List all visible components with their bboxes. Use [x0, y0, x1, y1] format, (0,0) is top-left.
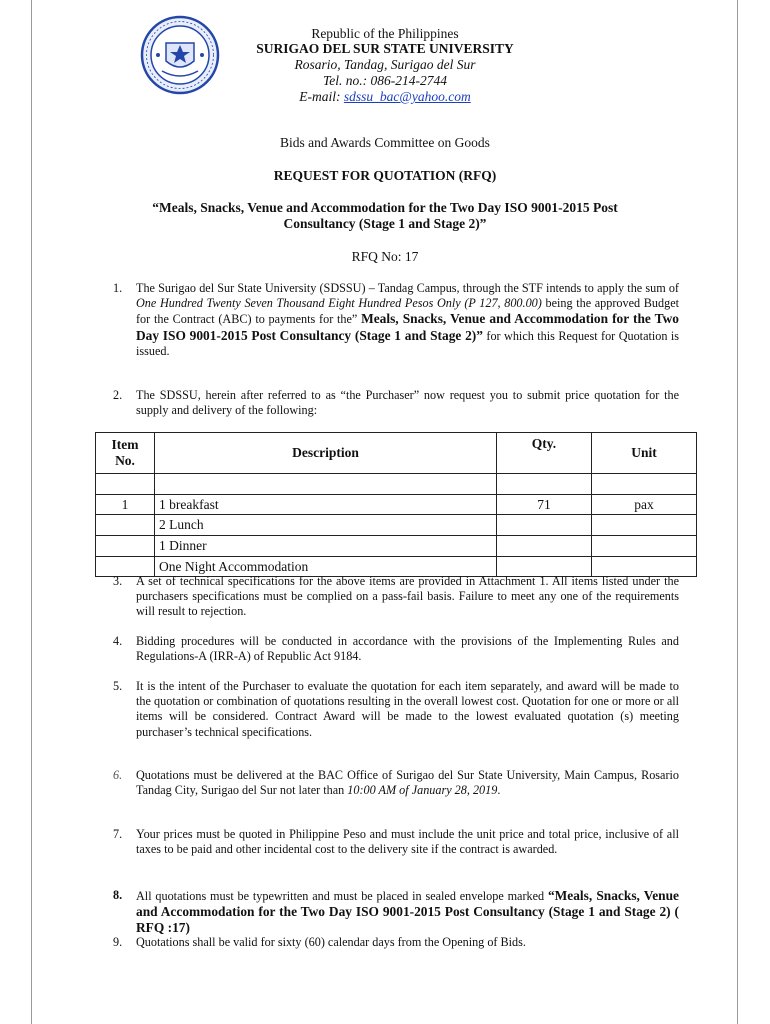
p1-budget-amount: One Hundred Twenty Seven Thousand Eight Hundred Pesos Only (P 127, 800.00) — [136, 296, 542, 311]
cell-description: 1 Dinner — [155, 536, 497, 557]
table-header-row — [96, 433, 697, 474]
paragraph-8 — [113, 888, 679, 937]
cell-item: 1 — [96, 495, 155, 515]
paragraph-1 — [113, 281, 679, 359]
p8-text-a: All quotations must be typewritten and must be placed in sealed envelope marked — [136, 889, 548, 903]
paragraph-number: 2. — [113, 388, 123, 402]
cell-description: 1 breakfast — [155, 495, 497, 515]
p1-text-a: The Surigao del Sur State University (SDSSU) – Tandag Campus, through the STF intends to apply the sum of — [136, 281, 679, 295]
paragraph-6 — [113, 768, 679, 798]
cell-item — [96, 515, 155, 536]
p4-text: Bidding procedures will be conducted in accordance with the provisions of the Implementing Rules and Regulations-A (IRR-A) of Republic Act 9184. — [136, 634, 679, 664]
paragraph-number: 9. — [113, 935, 123, 949]
cell-unit — [592, 536, 697, 557]
paragraph-number: 3. — [113, 574, 123, 588]
document-title: REQUEST FOR QUOTATION (RFQ) — [273, 168, 497, 183]
header-email-line — [0, 89, 770, 105]
paragraph-number: 6. — [113, 768, 123, 782]
p6-text-a: Quotations must be delivered at the BAC Office of Surigao del Sur State University, Main Campus, Rosario Tandag City, Surigao del Sur not later than — [136, 768, 679, 798]
email-link[interactable]: sdssu_bac@yahoo.com — [343, 89, 471, 104]
paragraph-2 — [113, 388, 679, 418]
cell-description: 2 Lunch — [155, 515, 497, 536]
paragraph-number: 7. — [113, 827, 123, 841]
cell-qty: 71 — [497, 495, 592, 515]
header-address: Rosario, Tandag, Surigao del Sur — [294, 57, 476, 72]
cell-unit — [592, 515, 697, 536]
table-row — [96, 515, 697, 536]
p6-deadline: 10:00 AM of January 28, 2019 — [347, 783, 498, 798]
paragraph-3 — [113, 574, 679, 620]
email-label: E-mail: — [299, 89, 344, 104]
page-left-edge — [31, 0, 32, 1024]
paragraph-number: 5. — [113, 679, 123, 693]
p6-text-c: . — [497, 783, 501, 798]
col-unit: Unit — [592, 433, 697, 474]
p2-text: The SDSSU, herein after referred to as “the Purchaser” now request you to submit price quotation for the supply and delivery of the following: — [136, 388, 679, 418]
header-university: SURIGAO DEL SUR STATE UNIVERSITY — [256, 41, 514, 56]
project-title-line-2: Consultancy (Stage 1 and Stage 2)” — [283, 216, 487, 231]
paragraph-number: 1. — [113, 281, 123, 295]
paragraph-9 — [113, 935, 679, 950]
cell-description: One Night Accommodation — [155, 557, 497, 577]
paragraph-7 — [113, 827, 679, 857]
p1-text-c: being the approved Budget for the Contract (ABC) to payments for the” — [136, 296, 679, 327]
rfq-number: RFQ No: 17 — [351, 249, 419, 264]
col-item-no: Item No. — [96, 433, 155, 474]
table-spacer-row — [96, 474, 697, 495]
header-tel: Tel. no.: 086-214-2744 — [323, 73, 447, 88]
col-description: Description — [155, 433, 497, 474]
cell-qty — [497, 515, 592, 536]
cell-item — [96, 536, 155, 557]
items-table — [95, 432, 697, 577]
table-row — [96, 495, 697, 515]
col-qty: Qty. — [497, 433, 592, 474]
p9-text: Quotations shall be valid for sixty (60) calendar days from the Opening of Bids. — [136, 935, 526, 949]
paragraph-number: 4. — [113, 634, 123, 648]
p7-text: Your prices must be quoted in Philippine Peso and must include the unit price and total price, inclusive of all taxes to be paid and other incidental cost to the delivery site if the contract is awarded. — [136, 827, 679, 857]
p1-text-e: for which this Request for Quotation is issued. — [136, 328, 680, 358]
page-right-edge — [737, 0, 738, 1024]
paragraph-number: 8. — [113, 888, 123, 902]
header-country: Republic of the Philippines — [311, 26, 459, 41]
cell-qty — [497, 536, 592, 557]
paragraph-4 — [113, 634, 679, 664]
project-title-line-1: “Meals, Snacks, Venue and Accommodation for the Two Day ISO 9001-2015 Post — [152, 200, 618, 215]
p3-text: A set of technical specifications for the above items are provided in Attachment 1. All items listed under the purchasers specifications must be complied on a pass-fail basis. Failure to meet any one of the requirements will result to rejection. — [136, 574, 679, 619]
p8-envelope-marking: “Meals, Snacks, Venue and Accommodation for the Two Day ISO 9001-2015 Post Consultancy (Stage 1 and Stage 2) ( RFQ :17) — [136, 888, 679, 936]
cell-unit: pax — [592, 495, 697, 515]
paragraph-5 — [113, 679, 679, 740]
committee-name: Bids and Awards Committee on Goods — [280, 135, 490, 150]
p1-project-name: Meals, Snacks, Venue and Accommodation for the Two Day ISO 9001-2015 Post Consultancy (Stage 1 and Stage 2)” — [136, 311, 679, 343]
table-row — [96, 536, 697, 557]
p5-text: It is the intent of the Purchaser to evaluate the quotation for each item separately, and award will be made to the quotation or combination of quotations resulting in the overall lowest cost. Quotation for one or more or all items will be considered. Contract Award will be made to the lowest evaluated quotation (s) meeting purchaser’s technical specifications. — [136, 679, 679, 739]
